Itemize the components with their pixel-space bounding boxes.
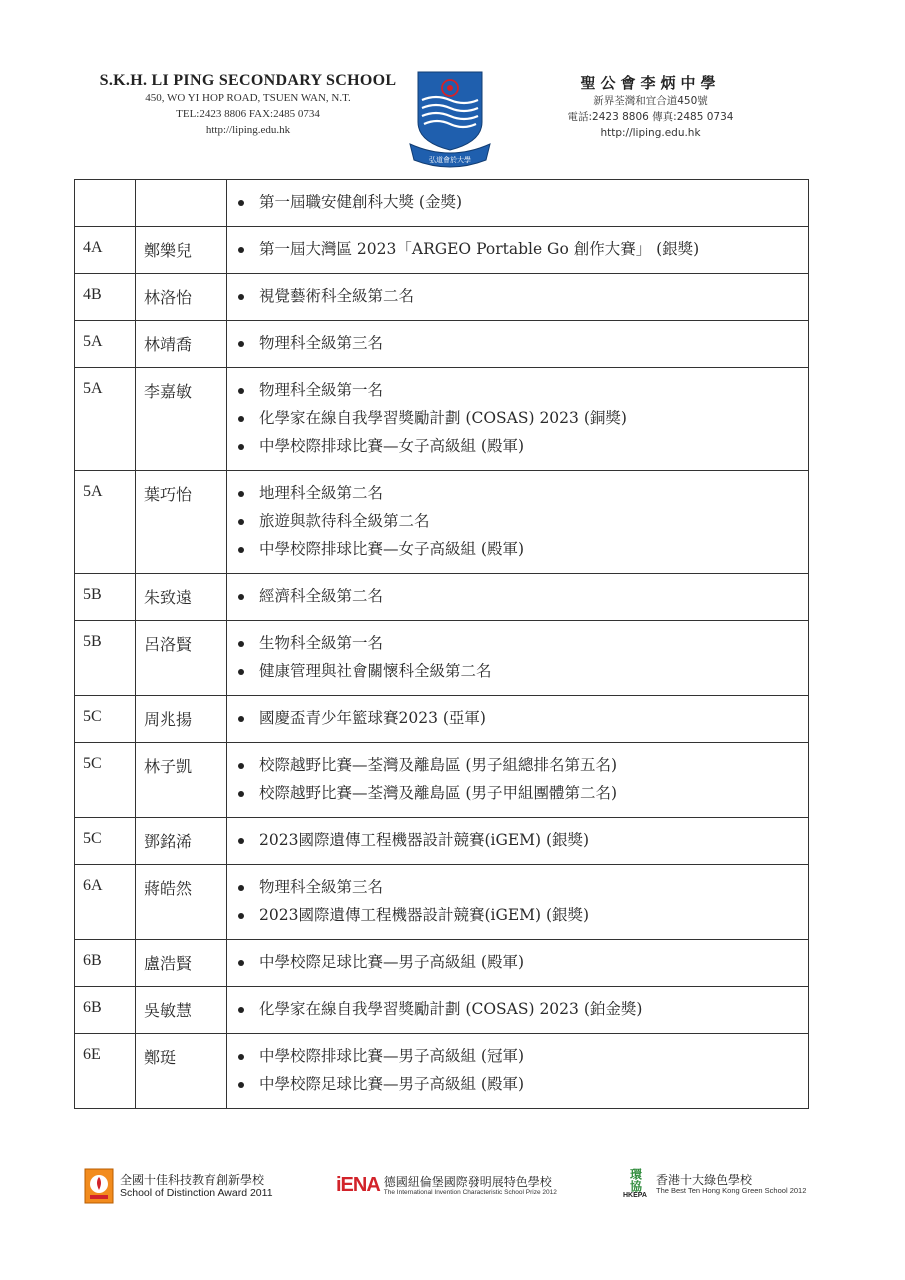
achievement-item: 中學校際足球比賽—男子高級組 (殿軍) (259, 1070, 796, 1098)
achievement-list (259, 1042, 796, 1098)
award1-en: School of Distinction Award 2011 (120, 1187, 273, 1199)
award-green-school (618, 1168, 806, 1199)
achievement-list (259, 282, 796, 310)
achievement-list (259, 948, 796, 976)
class-cell: 5A (75, 368, 136, 471)
table-row (75, 865, 809, 940)
crest-motto: 弘道會於大學 (429, 156, 471, 164)
student-name-cell (136, 180, 227, 227)
student-name-cell: 林靖喬 (136, 321, 227, 368)
achievement-item: 2023國際遺傳工程機器設計競賽(iGEM) (銀獎) (259, 901, 796, 929)
achievement-list (259, 629, 796, 685)
address-english: 450, WO YI HOP ROAD, TSUEN WAN, N.T. (145, 92, 351, 104)
achievements-cell (227, 368, 809, 471)
achievement-list (259, 704, 796, 732)
achievements-cell (227, 180, 809, 227)
letterhead (0, 72, 905, 172)
achievement-list (259, 329, 796, 357)
table-row (75, 180, 809, 227)
table-row (75, 696, 809, 743)
achievement-list (259, 235, 796, 263)
achievements-cell (227, 987, 809, 1034)
class-cell: 5B (75, 621, 136, 696)
table-row (75, 368, 809, 471)
achievement-item: 化學家在線自我學習獎勵計劃 (COSAS) 2023 (鉑金獎) (259, 995, 796, 1023)
achievements-cell (227, 743, 809, 818)
achievement-item: 第一屆大灣區 2023「ARGEO Portable Go 創作大賽」 (銀獎) (259, 235, 796, 263)
footer-awards (0, 1168, 905, 1218)
table-row (75, 227, 809, 274)
achievements-cell (227, 696, 809, 743)
table-row (75, 743, 809, 818)
class-cell: 5A (75, 471, 136, 574)
phone-english: TEL:2423 8806 FAX:2485 0734 (176, 108, 320, 120)
achievement-item: 視覺藝術科全級第二名 (259, 282, 796, 310)
class-cell: 6A (75, 865, 136, 940)
class-cell: 5B (75, 574, 136, 621)
achievements-cell (227, 1034, 809, 1109)
achievement-item: 物理科全級第三名 (259, 873, 796, 901)
achievement-item: 校際越野比賽—荃灣及離島區 (男子組總排名第五名) (259, 751, 796, 779)
school-name-chinese: 聖公會李炳中學 (580, 74, 721, 92)
chinese-letterhead (548, 72, 753, 141)
address-chinese: 新界荃灣和宜合道450號 (593, 95, 708, 107)
class-cell: 5C (75, 818, 136, 865)
school-crest-icon (408, 70, 492, 170)
student-name-cell: 呂洛賢 (136, 621, 227, 696)
achievement-item: 健康管理與社會關懷科全級第二名 (259, 657, 796, 685)
achievements-cell (227, 321, 809, 368)
table-row (75, 818, 809, 865)
school-name-english: S.K.H. LI PING SECONDARY SCHOOL (99, 72, 397, 89)
iena-logo: iENA (336, 1174, 380, 1196)
class-cell: 6B (75, 940, 136, 987)
award1-zh: 全國十佳科技教育創新學校 (120, 1173, 265, 1187)
student-name-cell: 林洛怡 (136, 274, 227, 321)
achievement-item: 生物科全級第一名 (259, 629, 796, 657)
achievement-item: 物理科全級第三名 (259, 329, 796, 357)
achievement-item: 校際越野比賽—荃灣及離島區 (男子甲組團體第二名) (259, 779, 796, 807)
table-row (75, 987, 809, 1034)
class-cell: 6E (75, 1034, 136, 1109)
achievement-item: 第一屆職安健創科大獎 (金獎) (259, 188, 796, 216)
student-name-cell: 鄭珽 (136, 1034, 227, 1109)
achievement-item: 化學家在線自我學習獎勵計劃 (COSAS) 2023 (銅獎) (259, 404, 796, 432)
achievements-cell (227, 621, 809, 696)
table-row (75, 1034, 809, 1109)
student-name-cell: 鄧銘浠 (136, 818, 227, 865)
english-letterhead (88, 72, 408, 138)
achievement-item: 中學校際排球比賽—男子高級組 (冠軍) (259, 1042, 796, 1070)
award-distinction (84, 1168, 273, 1204)
achievement-list (259, 376, 796, 460)
table-row (75, 321, 809, 368)
achievement-item: 2023國際遺傳工程機器設計競賽(iGEM) (銀獎) (259, 826, 796, 854)
achievements-cell (227, 865, 809, 940)
distinction-award-icon (84, 1168, 114, 1204)
student-name-cell: 盧浩賢 (136, 940, 227, 987)
achievement-item: 旅遊與款待科全級第二名 (259, 507, 796, 535)
achievement-item: 中學校際排球比賽—女子高級組 (殿軍) (259, 432, 796, 460)
url-chinese: http://liping.edu.hk (600, 127, 701, 139)
student-name-cell: 吳敏慧 (136, 987, 227, 1034)
class-cell: 4B (75, 274, 136, 321)
achievements-cell (227, 818, 809, 865)
award2-zh: 德國紐倫堡國際發明展特色學校 (383, 1174, 552, 1189)
achievement-item: 物理科全級第一名 (259, 376, 796, 404)
phone-chinese: 電話:2423 8806 傳真:2485 0734 (567, 111, 734, 123)
achievement-item: 中學校際足球比賽—男子高級組 (殿軍) (259, 948, 796, 976)
achievements-cell (227, 227, 809, 274)
achievement-item: 國慶盃青少年籃球賽2023 (亞軍) (259, 704, 796, 732)
achievements-cell (227, 471, 809, 574)
class-cell (75, 180, 136, 227)
student-name-cell: 鄭樂兒 (136, 227, 227, 274)
table-row (75, 471, 809, 574)
achievement-list (259, 188, 796, 216)
hkepa-logo-zh: 環協 (628, 1168, 643, 1192)
award3-en: The Best Ten Hong Kong Green School 2012 (656, 1185, 807, 1195)
achievement-list (259, 582, 796, 610)
achievement-item: 經濟科全級第二名 (259, 582, 796, 610)
achievement-item: 地理科全級第二名 (259, 479, 796, 507)
student-name-cell: 蔣皓然 (136, 865, 227, 940)
achievements-cell (227, 574, 809, 621)
class-cell: 5C (75, 696, 136, 743)
achievements-table (74, 179, 809, 1109)
achievement-list (259, 873, 796, 929)
achievement-list (259, 479, 796, 563)
student-name-cell: 葉巧怡 (136, 471, 227, 574)
class-cell: 5A (75, 321, 136, 368)
achievement-list (259, 826, 796, 854)
url-english: http://liping.edu.hk (205, 124, 291, 136)
student-name-cell: 李嘉敏 (136, 368, 227, 471)
class-cell: 4A (75, 227, 136, 274)
student-name-cell: 林子凱 (136, 743, 227, 818)
student-name-cell: 朱致遠 (136, 574, 227, 621)
class-cell: 5C (75, 743, 136, 818)
achievements-cell (227, 274, 809, 321)
achievement-item: 中學校際排球比賽—女子高級組 (殿軍) (259, 535, 796, 563)
class-cell: 6B (75, 987, 136, 1034)
achievements-cell (227, 940, 809, 987)
table-row (75, 940, 809, 987)
table-row (75, 274, 809, 321)
award3-zh: 香港十大綠色學校 (656, 1172, 753, 1187)
table-body (75, 180, 809, 1109)
achievement-list (259, 751, 796, 807)
table-row (75, 574, 809, 621)
achievement-list (259, 995, 796, 1023)
table-row (75, 621, 809, 696)
award2-en: The International Invention Characteristic School Prize 2012 (383, 1188, 557, 1196)
award-iena (336, 1174, 557, 1197)
hkepa-logo-en: HKEPA (623, 1192, 647, 1199)
student-name-cell: 周兆揚 (136, 696, 227, 743)
